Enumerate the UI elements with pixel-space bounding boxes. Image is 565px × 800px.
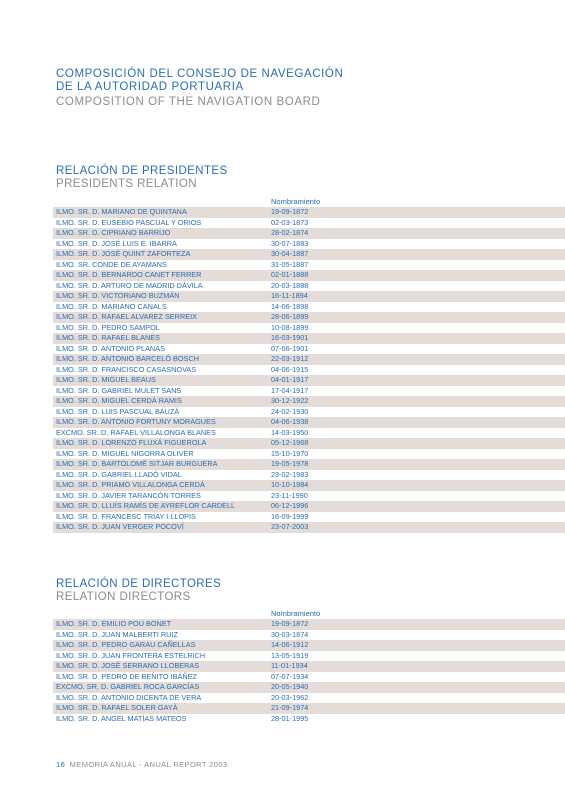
directors-table xyxy=(53,619,565,724)
row-name: ILMO. SR. D. ANTONIO FORTUNY MORAGUES xyxy=(53,417,271,428)
row-name: ILMO. SR. D. EMILIO POU BONET xyxy=(53,619,271,630)
row-date: 22-03-1912 xyxy=(271,354,565,365)
page-title-spanish xyxy=(56,68,416,94)
row-name: ILMO. SR. D. ANGEL MATÍAS MATEOS xyxy=(53,714,271,725)
table-row xyxy=(53,470,565,481)
table-row xyxy=(53,365,565,376)
row-date: 30-03-1874 xyxy=(271,630,565,641)
table-row xyxy=(53,651,565,662)
table-row xyxy=(53,682,565,693)
row-date: 10-08-1899 xyxy=(271,323,565,334)
directors-column-header: Nombramiento xyxy=(271,609,321,618)
table-row xyxy=(53,207,565,218)
row-name: ILMO. SR. D. BERNARDO CANET FERRER xyxy=(53,270,271,281)
directors-section-title: RELACIÓN DE DIRECTORES xyxy=(56,578,222,590)
row-name: ILMO. SR. D. MIGUEL CERDÁ RAMIS xyxy=(53,396,271,407)
table-row xyxy=(53,619,565,630)
presidents-table-body xyxy=(53,207,565,533)
row-date: 16-11-1894 xyxy=(271,291,565,302)
table-row xyxy=(53,228,565,239)
page-title-english: COMPOSITION OF THE NAVIGATION BOARD xyxy=(56,96,321,108)
row-date: 04-06-1915 xyxy=(271,365,565,376)
row-date: 21-09-1974 xyxy=(271,703,565,714)
row-date: 30-12-1922 xyxy=(271,396,565,407)
directors-table-body xyxy=(53,619,565,724)
row-date: 07-07-1934 xyxy=(271,672,565,683)
row-name: ILMO. SR. D. JOSÉ QUINT ZAFORTEZA xyxy=(53,249,271,260)
row-name: ILMO. SR. D. LUIS PASCUAL BAUZÁ xyxy=(53,407,271,418)
table-row xyxy=(53,260,565,271)
row-date: 19-09-1872 xyxy=(271,619,565,630)
table-row xyxy=(53,438,565,449)
row-name: ILMO. SR. D. JUAN FRONTERA ESTELRICH xyxy=(53,651,271,662)
table-row xyxy=(53,512,565,523)
table-row xyxy=(53,661,565,672)
row-name: ILMO. SR. D. JUAN MALBERTI RUIZ xyxy=(53,630,271,641)
row-name: ILMO. SR. D. JUAN VERGER POCOVÍ xyxy=(53,522,271,533)
row-date: 30-04-1887 xyxy=(271,249,565,260)
row-name: ILMO. SR. D. ANTONIO DICENTA DE VERA xyxy=(53,693,271,704)
row-date: 31-05-1887 xyxy=(271,260,565,271)
table-row xyxy=(53,344,565,355)
row-name: ILMO. SR. D. GABRIEL LLADÓ VIDAL xyxy=(53,470,271,481)
table-row xyxy=(53,386,565,397)
row-name: EXCMO. SR. D. RAFAEL VILLALONGA BLANES xyxy=(53,428,271,439)
footer-text: MEMORIA ANUAL - ANUAL REPORT 2003 xyxy=(69,760,228,769)
row-name: ILMO. SR. D. PEDRO DE BENITO IBÁÑEZ xyxy=(53,672,271,683)
table-row xyxy=(53,291,565,302)
row-date: 15-10-1970 xyxy=(271,449,565,460)
row-date: 07-06-1901 xyxy=(271,344,565,355)
table-row xyxy=(53,480,565,491)
row-name: ILMO. SR. D. LORENZO FLUXÁ FIGUEROLA xyxy=(53,438,271,449)
row-name: ILMO. SR. D. RAFAEL ALVAREZ SERREIX xyxy=(53,312,271,323)
row-date: 19-05-1978 xyxy=(271,459,565,470)
table-row xyxy=(53,323,565,334)
row-name: ILMO. SR. D. VICTORIANO BUZMÁN xyxy=(53,291,271,302)
row-name: ILMO. SR. D. MARIANO CANALS xyxy=(53,302,271,313)
table-row xyxy=(53,407,565,418)
row-date: 14-06-1912 xyxy=(271,640,565,651)
row-date: 10-10-1984 xyxy=(271,480,565,491)
presidents-column-header: Nombramiento xyxy=(271,197,321,206)
page-footer xyxy=(56,760,227,769)
row-date: 14-06-1898 xyxy=(271,302,565,313)
row-date: 16-09-1999 xyxy=(271,512,565,523)
page-number: 16 xyxy=(56,760,66,769)
table-row xyxy=(53,428,565,439)
table-row xyxy=(53,714,565,725)
row-date: 20-03-1962 xyxy=(271,693,565,704)
row-name: EXCMO. SR. D. GABRIEL ROCA GARCÍAS xyxy=(53,682,271,693)
row-name: ILMO. SR. D. JOSÉ SERRANO LLOBERAS xyxy=(53,661,271,672)
table-row xyxy=(53,491,565,502)
table-row xyxy=(53,630,565,641)
row-date: 23-11-1990 xyxy=(271,491,565,502)
row-date: 30-07-1883 xyxy=(271,239,565,250)
row-name: ILMO. SR. D. PEDRO SAMPOL xyxy=(53,323,271,334)
row-date: 23-02-1983 xyxy=(271,470,565,481)
table-row xyxy=(53,640,565,651)
table-row xyxy=(53,270,565,281)
table-row xyxy=(53,417,565,428)
row-name: ILMO. SR. D. MARIANO DE QUINTANA xyxy=(53,207,271,218)
table-row xyxy=(53,449,565,460)
row-date: 02-01-1888 xyxy=(271,270,565,281)
row-date: 04-01-1917 xyxy=(271,375,565,386)
row-name: ILMO. SR. D. EUSEBIO PASCUAL Y ORIOS xyxy=(53,218,271,229)
table-row xyxy=(53,672,565,683)
table-row xyxy=(53,459,565,470)
row-name: ILMO. SR. D. RAFAEL BLANES xyxy=(53,333,271,344)
row-date: 17-04-1917 xyxy=(271,386,565,397)
table-row xyxy=(53,354,565,365)
row-date: 06-12-1996 xyxy=(271,501,565,512)
row-name: ILMO. SR. D. RAFAEL SOLER GAYÀ xyxy=(53,703,271,714)
row-date: 04-06-1938 xyxy=(271,417,565,428)
page-title-spanish-line2: DE LA AUTORIDAD PORTUARIA xyxy=(56,81,244,93)
row-date: 24-02-1930 xyxy=(271,407,565,418)
row-name: ILMO. SR. D. PEDRO GARAU CAÑELLAS xyxy=(53,640,271,651)
row-name: ILMO. SR. D. PRIAMO VILLALONGA CERDÁ xyxy=(53,480,271,491)
page-title-spanish-line1: COMPOSICIÓN DEL CONSEJO DE NAVEGACIÓN xyxy=(56,68,344,80)
row-date: 20-05-1940 xyxy=(271,682,565,693)
row-date: 23-07-2003 xyxy=(271,522,565,533)
presidents-section-subtitle: PRESIDENTS RELATION xyxy=(56,178,197,190)
row-name: ILMO. SR. D. FRANCESC TRIAY I LLOPIS xyxy=(53,512,271,523)
row-name: ILMO. SR. D. CIPRIANO BARRIJO xyxy=(53,228,271,239)
row-name: ILMO. SR. D. GABRIEL MULET SANS xyxy=(53,386,271,397)
row-name: ILMO. SR. D. MIGUEL BEAUS xyxy=(53,375,271,386)
row-date: 28-06-1899 xyxy=(271,312,565,323)
row-date: 20-03-1888 xyxy=(271,281,565,292)
presidents-table xyxy=(53,207,565,533)
row-date: 13-05-1919 xyxy=(271,651,565,662)
row-date: 28-01-1995 xyxy=(271,714,565,725)
row-name: ILMO. SR. D. FRANCISCO CASASNOVAS xyxy=(53,365,271,376)
row-date: 14-03-1950 xyxy=(271,428,565,439)
row-name: ILMO. SR. D. BARTOLOMÉ SITJAR BURGUERA xyxy=(53,459,271,470)
row-name: ILMO. SR. D. ANTONIO BARCELÓ BOSCH xyxy=(53,354,271,365)
table-row xyxy=(53,281,565,292)
row-name: ILMO. SR. D. MIGUEL NIGORRA OLIVER xyxy=(53,449,271,460)
table-row xyxy=(53,396,565,407)
table-row xyxy=(53,218,565,229)
table-row xyxy=(53,312,565,323)
row-date: 19-09-1872 xyxy=(271,207,565,218)
table-row xyxy=(53,333,565,344)
presidents-section-title: RELACIÓN DE PRESIDENTES xyxy=(56,165,228,177)
row-date: 02-03-1873 xyxy=(271,218,565,229)
table-row xyxy=(53,703,565,714)
row-name: ILMO. SR. CONDE DE AYAMANS xyxy=(53,260,271,271)
row-date: 11-01-1934 xyxy=(271,661,565,672)
directors-section-subtitle: RELATION DIRECTORS xyxy=(56,591,191,603)
row-name: ILMO. SR. D. LLUÍS RAMÍS DE AYREFLOR CARDELL xyxy=(53,501,271,512)
row-name: ILMO. SR. D. ANTONIO PLANAS xyxy=(53,344,271,355)
table-row xyxy=(53,239,565,250)
table-row xyxy=(53,302,565,313)
table-row xyxy=(53,522,565,533)
table-row xyxy=(53,693,565,704)
table-row xyxy=(53,249,565,260)
row-date: 28-02-1874 xyxy=(271,228,565,239)
row-name: ILMO. SR. D. JAVIER TARANCÓN TORRES xyxy=(53,491,271,502)
row-date: 16-03-1901 xyxy=(271,333,565,344)
table-row xyxy=(53,375,565,386)
table-row xyxy=(53,501,565,512)
row-date: 05-12-1968 xyxy=(271,438,565,449)
row-name: ILMO. SR. D. ARTURO DE MADRID DÁVILA xyxy=(53,281,271,292)
row-name: ILMO. SR. D. JOSÉ LUIS E. IBARRA xyxy=(53,239,271,250)
